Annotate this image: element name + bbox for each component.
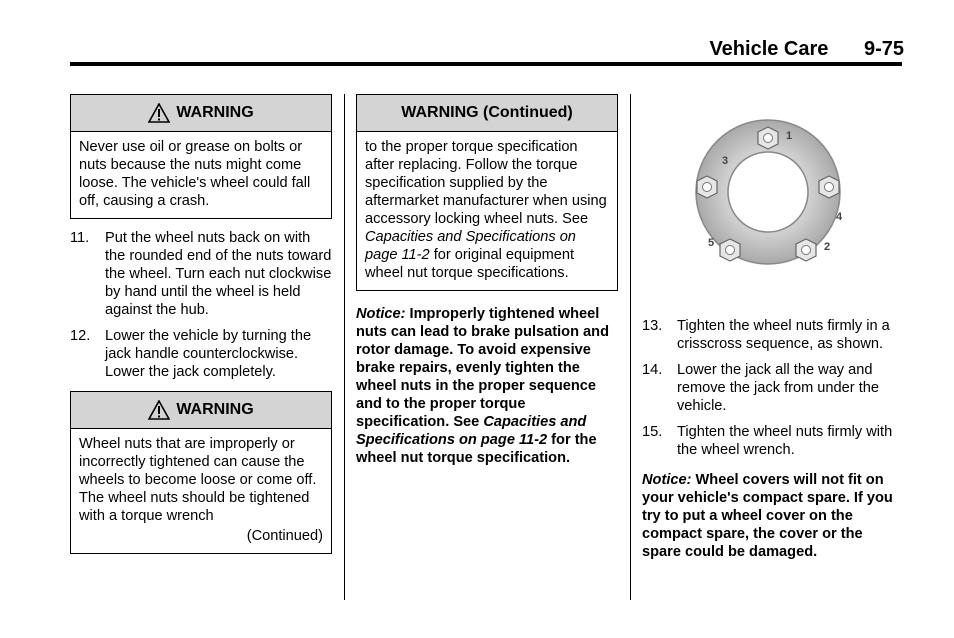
- step-item: [70, 327, 332, 381]
- notice-text-a: Improperly tightened wheel nuts can lead to brake pulsation and rotor damage. To avoid expensive brake repairs, evenly tighten the wheel nuts in the proper sequence and to the proper torque specification. See: [356, 306, 610, 430]
- page-header: [709, 38, 904, 61]
- nut-label-4: 4: [836, 211, 843, 223]
- step-item: [642, 361, 904, 415]
- warning-text: [357, 132, 617, 290]
- cross-reference: Capacities and Specifications on page 11-2: [365, 229, 576, 263]
- step-text: Tighten the wheel nuts firmly in a crisscross sequence, as shown.: [677, 318, 890, 352]
- warning-title: WARNING (Continued): [401, 104, 573, 121]
- notice-text: Wheel covers will not fit on your vehicle's compact spare. If you try to put a wheel cover on the compact spare, the cover or the spare could be damaged.: [642, 472, 893, 560]
- warning-text-b: for original equipment wheel nut torque specifications.: [365, 247, 575, 281]
- step-number: 15.: [642, 424, 663, 440]
- notice-brake: [356, 305, 618, 467]
- step-text: Lower the vehicle by turning the jack handle counterclockwise. Lower the jack completely.: [105, 328, 312, 380]
- header-rule: [70, 62, 902, 66]
- notice-text-b: for the wheel nut torque specification.: [356, 432, 597, 466]
- warning-text: Never use oil or grease on bolts or nuts because the nuts might come loose. The vehicle's wheel could fall off, causing a crash.: [79, 139, 311, 209]
- warning-text: Wheel nuts that are improperly or incorrectly tightened can cause the wheels to become loose or come off. The wheel nuts should be tightened with a torque wrench: [79, 436, 317, 524]
- step-text: Lower the jack all the way and remove the jack from under the vehicle.: [677, 362, 879, 414]
- steps-list-1: [70, 229, 332, 381]
- page-number: 9-75: [863, 38, 904, 60]
- nut-label-3: 3: [722, 155, 729, 167]
- step-number: 14.: [642, 362, 663, 378]
- notice-label: Notice:: [356, 306, 406, 322]
- warning-text-a: to the proper torque specification after replacing. Follow the torque specification supplied by the aftermarket manufacturer when using accessory locking wheel nuts. See: [365, 139, 607, 227]
- notice-label: Notice:: [642, 472, 692, 488]
- warning-box-torque: [70, 391, 332, 554]
- warning-title: WARNING: [176, 401, 254, 418]
- warning-header: [71, 95, 331, 132]
- notice-wheel-cover: [642, 471, 904, 561]
- column-3: [642, 94, 904, 561]
- nut-label-1: 1: [786, 130, 793, 142]
- warning-triangle-icon: [148, 400, 170, 420]
- wheel-hub-illustration: [682, 112, 862, 272]
- warning-header: [357, 95, 617, 132]
- step-item: [642, 317, 904, 353]
- column-2: [356, 94, 618, 467]
- step-item: [70, 229, 332, 319]
- warning-title: WARNING: [176, 104, 254, 121]
- warning-triangle-icon: [148, 103, 170, 123]
- steps-list-3: [642, 317, 904, 459]
- nut-label-5: 5: [708, 237, 715, 249]
- warning-box-continued: [356, 94, 618, 291]
- section-title: Vehicle Care: [709, 38, 829, 60]
- step-text: Put the wheel nuts back on with the rounded end of the nuts toward the wheel. Turn each nut clockwise by hand until the wheel is held against the hub.: [105, 230, 332, 318]
- warning-box-oil: [70, 94, 332, 219]
- column-divider-2: [630, 94, 631, 600]
- nut-label-2: 2: [824, 241, 831, 253]
- column-divider-1: [344, 94, 345, 600]
- step-item: [642, 423, 904, 459]
- column-1: [70, 94, 332, 554]
- step-number: 11.: [70, 230, 90, 246]
- warning-header: [71, 392, 331, 429]
- step-number: 12.: [70, 328, 91, 344]
- step-text: Tighten the wheel nuts firmly with the wheel wrench.: [677, 424, 893, 458]
- wheel-nut-diagram: [682, 112, 904, 277]
- step-number: 13.: [642, 318, 663, 334]
- continued-label: (Continued): [246, 528, 323, 544]
- cross-reference: Capacities and Specifications on page 11-2: [356, 414, 587, 448]
- warning-body: [71, 429, 331, 553]
